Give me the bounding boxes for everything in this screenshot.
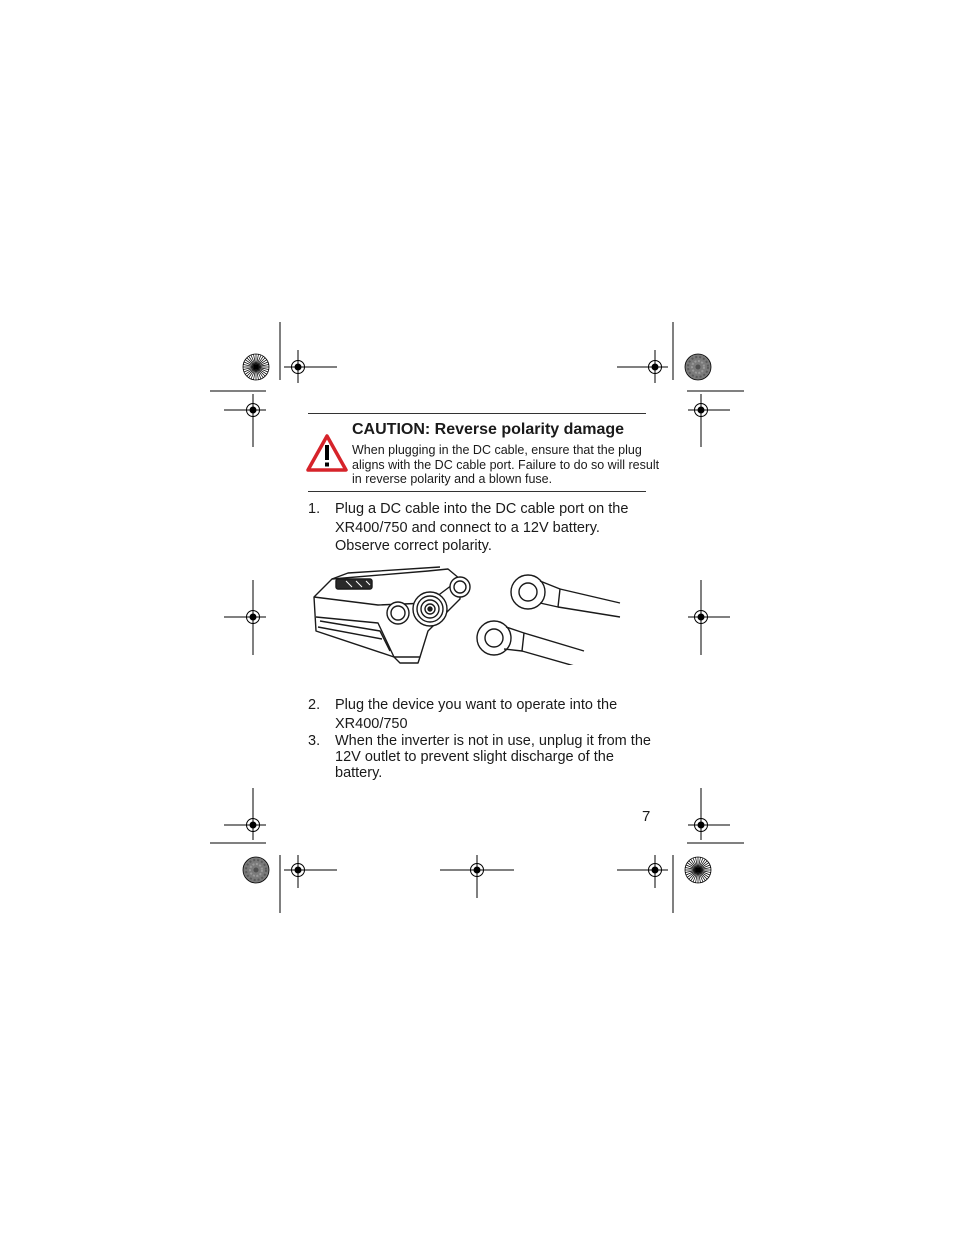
step-number: 2. xyxy=(308,697,321,713)
registration-star-bottom-right xyxy=(685,857,711,883)
registration-gray-bottom-left xyxy=(243,857,269,883)
registration-star-top-left xyxy=(243,354,269,380)
step-text: Plug a DC cable into the DC cable port on the XR400/750 and connect to a 12V battery. Observe correct polarity. xyxy=(335,501,629,554)
step-number: 1. xyxy=(308,501,321,517)
caution-top-rule xyxy=(308,413,646,414)
inverter-cable-illustration xyxy=(308,565,628,665)
caution-title: CAUTION: Reverse polarity damage xyxy=(352,421,625,438)
step-number: 3. xyxy=(308,733,321,749)
caution-body: When plugging in the DC cable, ensure that the plug aligns with the DC cable port. Failure to do so will result in reverse polarity and a blown fuse. xyxy=(352,443,660,486)
registration-gray-top-right xyxy=(685,354,711,380)
step-text: Plug the device you want to operate into the XR400/750 xyxy=(335,697,618,732)
caution-bottom-rule xyxy=(308,491,646,492)
step-text: When the inverter is not in use, unplug it from the 12V outlet to prevent slight discharge of the battery. xyxy=(335,733,651,781)
page-number: 7 xyxy=(642,808,651,825)
warning-triangle-icon xyxy=(306,434,348,472)
